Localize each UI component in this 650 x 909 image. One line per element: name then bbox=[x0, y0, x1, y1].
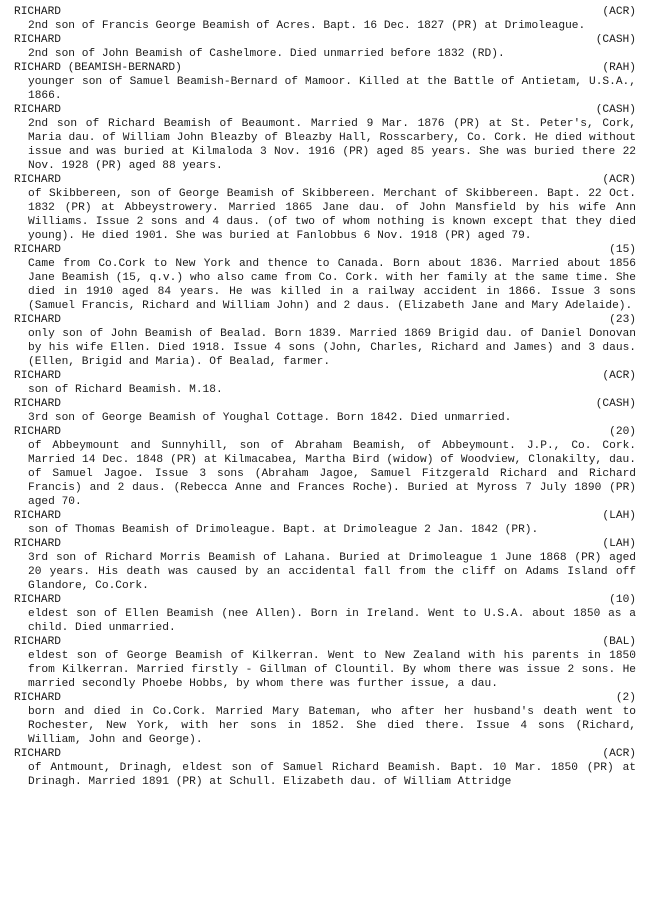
entry-name: RICHARD bbox=[14, 34, 61, 46]
entry bbox=[14, 747, 643, 789]
entry-header bbox=[14, 33, 636, 47]
entry bbox=[14, 635, 643, 691]
entry-code: (23) bbox=[609, 314, 636, 326]
entry-name: RICHARD bbox=[14, 6, 61, 18]
entry bbox=[14, 509, 636, 537]
entry-text: of Antmount, Drinagh, eldest son of Samuel Richard Beamish. Bapt. 10 Mar. 1850 (PR) at Drinagh. Married 1891 (PR) at Schull. Elizabeth dau. of William Attridge bbox=[28, 762, 643, 788]
entry bbox=[14, 103, 643, 173]
entry-header bbox=[14, 593, 636, 607]
entry-name: RICHARD bbox=[14, 748, 61, 760]
entry-code: (CASH) bbox=[595, 34, 636, 46]
entry bbox=[14, 173, 643, 243]
entry-text: 2nd son of John Beamish of Cashelmore. Died unmarried before 1832 (RD). bbox=[28, 48, 505, 60]
entry bbox=[14, 33, 636, 61]
entry-header bbox=[14, 103, 636, 117]
entry-text: of Skibbereen, son of George Beamish of Skibbereen. Merchant of Skibbereen. Bapt. 22 Oct. 1832 (PR) at Abbeystrowery. Married 1865 Jane dau. of John Mansfield by his wife Ann Williams. Issue 2 sons and 4 daus. (of two of whom nothing is known except that they died young). He died 1901. She was buried at Fanlobbus 6 Nov. 1918 (PR) aged 79. bbox=[28, 188, 643, 242]
entry-code: (20) bbox=[609, 426, 636, 438]
entry-name: RICHARD bbox=[14, 174, 61, 186]
entry-code: (CASH) bbox=[595, 104, 636, 116]
entry-name: RICHARD bbox=[14, 636, 61, 648]
entry bbox=[14, 313, 643, 369]
entry-name: RICHARD bbox=[14, 594, 61, 606]
entry-header bbox=[14, 425, 636, 439]
entry-header bbox=[14, 691, 636, 705]
entry-header bbox=[14, 635, 636, 649]
entry-header bbox=[14, 537, 636, 551]
entry-code: (ACR) bbox=[602, 748, 636, 760]
entry-code: (ACR) bbox=[602, 6, 636, 18]
entry-name: RICHARD bbox=[14, 104, 61, 116]
entry-text: only son of John Beamish of Bealad. Born 1839. Married 1869 Brigid dau. of Daniel Donovan by his wife Ellen. Died 1918. Issue 4 sons (John, Charles, Richard and James) and 3 daus. (Ellen, Brigid and Maria). Of Bealad, farmer. bbox=[28, 328, 643, 368]
entry-code: (LAH) bbox=[602, 538, 636, 550]
entry bbox=[14, 691, 643, 747]
entry-name: RICHARD bbox=[14, 426, 61, 438]
entry-header bbox=[14, 397, 636, 411]
entry bbox=[14, 369, 636, 397]
entry-header bbox=[14, 61, 636, 75]
entry-text: born and died in Co.Cork. Married Mary Bateman, who after her husband's death went to Rochester, New York, with her sons in 1852. She died there. Issue 4 sons (Richard, William, John and George). bbox=[28, 706, 643, 746]
entry-text: 3rd son of Richard Morris Beamish of Lahana. Buried at Drimoleague 1 June 1868 (PR) aged 20 years. His death was caused by an accidental fall from the cliff on Adams Island off Glandore, Co.Cork. bbox=[28, 552, 643, 592]
entry-list bbox=[14, 5, 643, 789]
entry-name: RICHARD bbox=[14, 370, 61, 382]
entry-code: (ACR) bbox=[602, 370, 636, 382]
entry-header bbox=[14, 509, 636, 523]
entry-name: RICHARD (BEAMISH-BERNARD) bbox=[14, 62, 182, 74]
entry-text: son of Thomas Beamish of Drimoleague. Bapt. at Drimoleague 2 Jan. 1842 (PR). bbox=[28, 524, 539, 536]
entry-name: RICHARD bbox=[14, 538, 61, 550]
entry-code: (BAL) bbox=[602, 636, 636, 648]
entry-name: RICHARD bbox=[14, 314, 61, 326]
entry bbox=[14, 397, 636, 425]
entry-text: 2nd son of Richard Beamish of Beaumont. Married 9 Mar. 1876 (PR) at St. Peter's, Cork, Maria dau. of William John Bleazby of Bleazby Hall, Rosscarbery, Co. Cork. He died without issue and was buried at Kilmaloda 3 Nov. 1916 (PR) aged 85 years. She was buried there 22 Nov. 1928 (PR) aged 88 years. bbox=[28, 118, 643, 172]
entry-code: (RAH) bbox=[602, 62, 636, 74]
entry-code: (2) bbox=[615, 692, 636, 704]
entry-text: son of Richard Beamish. M.18. bbox=[28, 384, 223, 396]
entry-code: (LAH) bbox=[602, 510, 636, 522]
entry bbox=[14, 537, 643, 593]
entry bbox=[14, 593, 643, 635]
entry-code: (CASH) bbox=[595, 398, 636, 410]
entry-text: of Abbeymount and Sunnyhill, son of Abraham Beamish, of Abbeymount. J.P., Co. Cork. Married 14 Dec. 1848 (PR) at Kilmacabea, Martha Bird (widow) of Woodview, Clonakilty, dau. of Samuel Jagoe. Issue 3 sons (Abraham Jagoe, Samuel Fitzgerald Richard and Richard Francis) and 2 daus. (Rebecca Anne and Frances Roche). Buried at Myross 7 July 1890 (PR) aged 70. bbox=[28, 440, 643, 508]
entry-header bbox=[14, 747, 636, 761]
entry-text: eldest son of Ellen Beamish (nee Allen). Born in Ireland. Went to U.S.A. about 1850 as a child. Died unmarried. bbox=[28, 608, 643, 634]
entry-name: RICHARD bbox=[14, 398, 61, 410]
entry-text: eldest son of George Beamish of Kilkerran. Went to New Zealand with his parents in 1850 from Kilkerran. Married firstly - Gillman of Clountil. By whom there was issue 2 sons. He married secondly Phoebe Hobbs, by whom there was further issue, a dau. bbox=[28, 650, 643, 690]
entry-header bbox=[14, 313, 636, 327]
entry-text: 3rd son of George Beamish of Youghal Cottage. Born 1842. Died unmarried. bbox=[28, 412, 512, 424]
entry bbox=[14, 243, 643, 313]
entry bbox=[14, 5, 636, 33]
entry-name: RICHARD bbox=[14, 510, 61, 522]
entry-code: (10) bbox=[609, 594, 636, 606]
entry-header bbox=[14, 5, 636, 19]
entry-code: (ACR) bbox=[602, 174, 636, 186]
entry-header bbox=[14, 243, 636, 257]
entry-text: younger son of Samuel Beamish-Bernard of Mamoor. Killed at the Battle of Antietam, U.S.A., 1866. bbox=[28, 76, 643, 102]
entry-name: RICHARD bbox=[14, 244, 61, 256]
entry-header bbox=[14, 173, 636, 187]
entry-name: RICHARD bbox=[14, 692, 61, 704]
entry-text: Came from Co.Cork to New York and thence to Canada. Born about 1836. Married about 1856 Jane Beamish (15, q.v.) who also came from Co. Cork. with her family at the same time. She died in 1910 aged 84 years. He was killed in a railway accident in 1866. Issue 3 sons (Samuel Francis, Richard and William John) and 2 daus. (Elizabeth Jane and Mary Adelaide). bbox=[28, 258, 643, 312]
entry-text: 2nd son of Francis George Beamish of Acres. Bapt. 16 Dec. 1827 (PR) at Drimoleague. bbox=[28, 20, 586, 32]
entry-code: (15) bbox=[609, 244, 636, 256]
entry bbox=[14, 61, 643, 103]
entry-header bbox=[14, 369, 636, 383]
entry bbox=[14, 425, 643, 509]
